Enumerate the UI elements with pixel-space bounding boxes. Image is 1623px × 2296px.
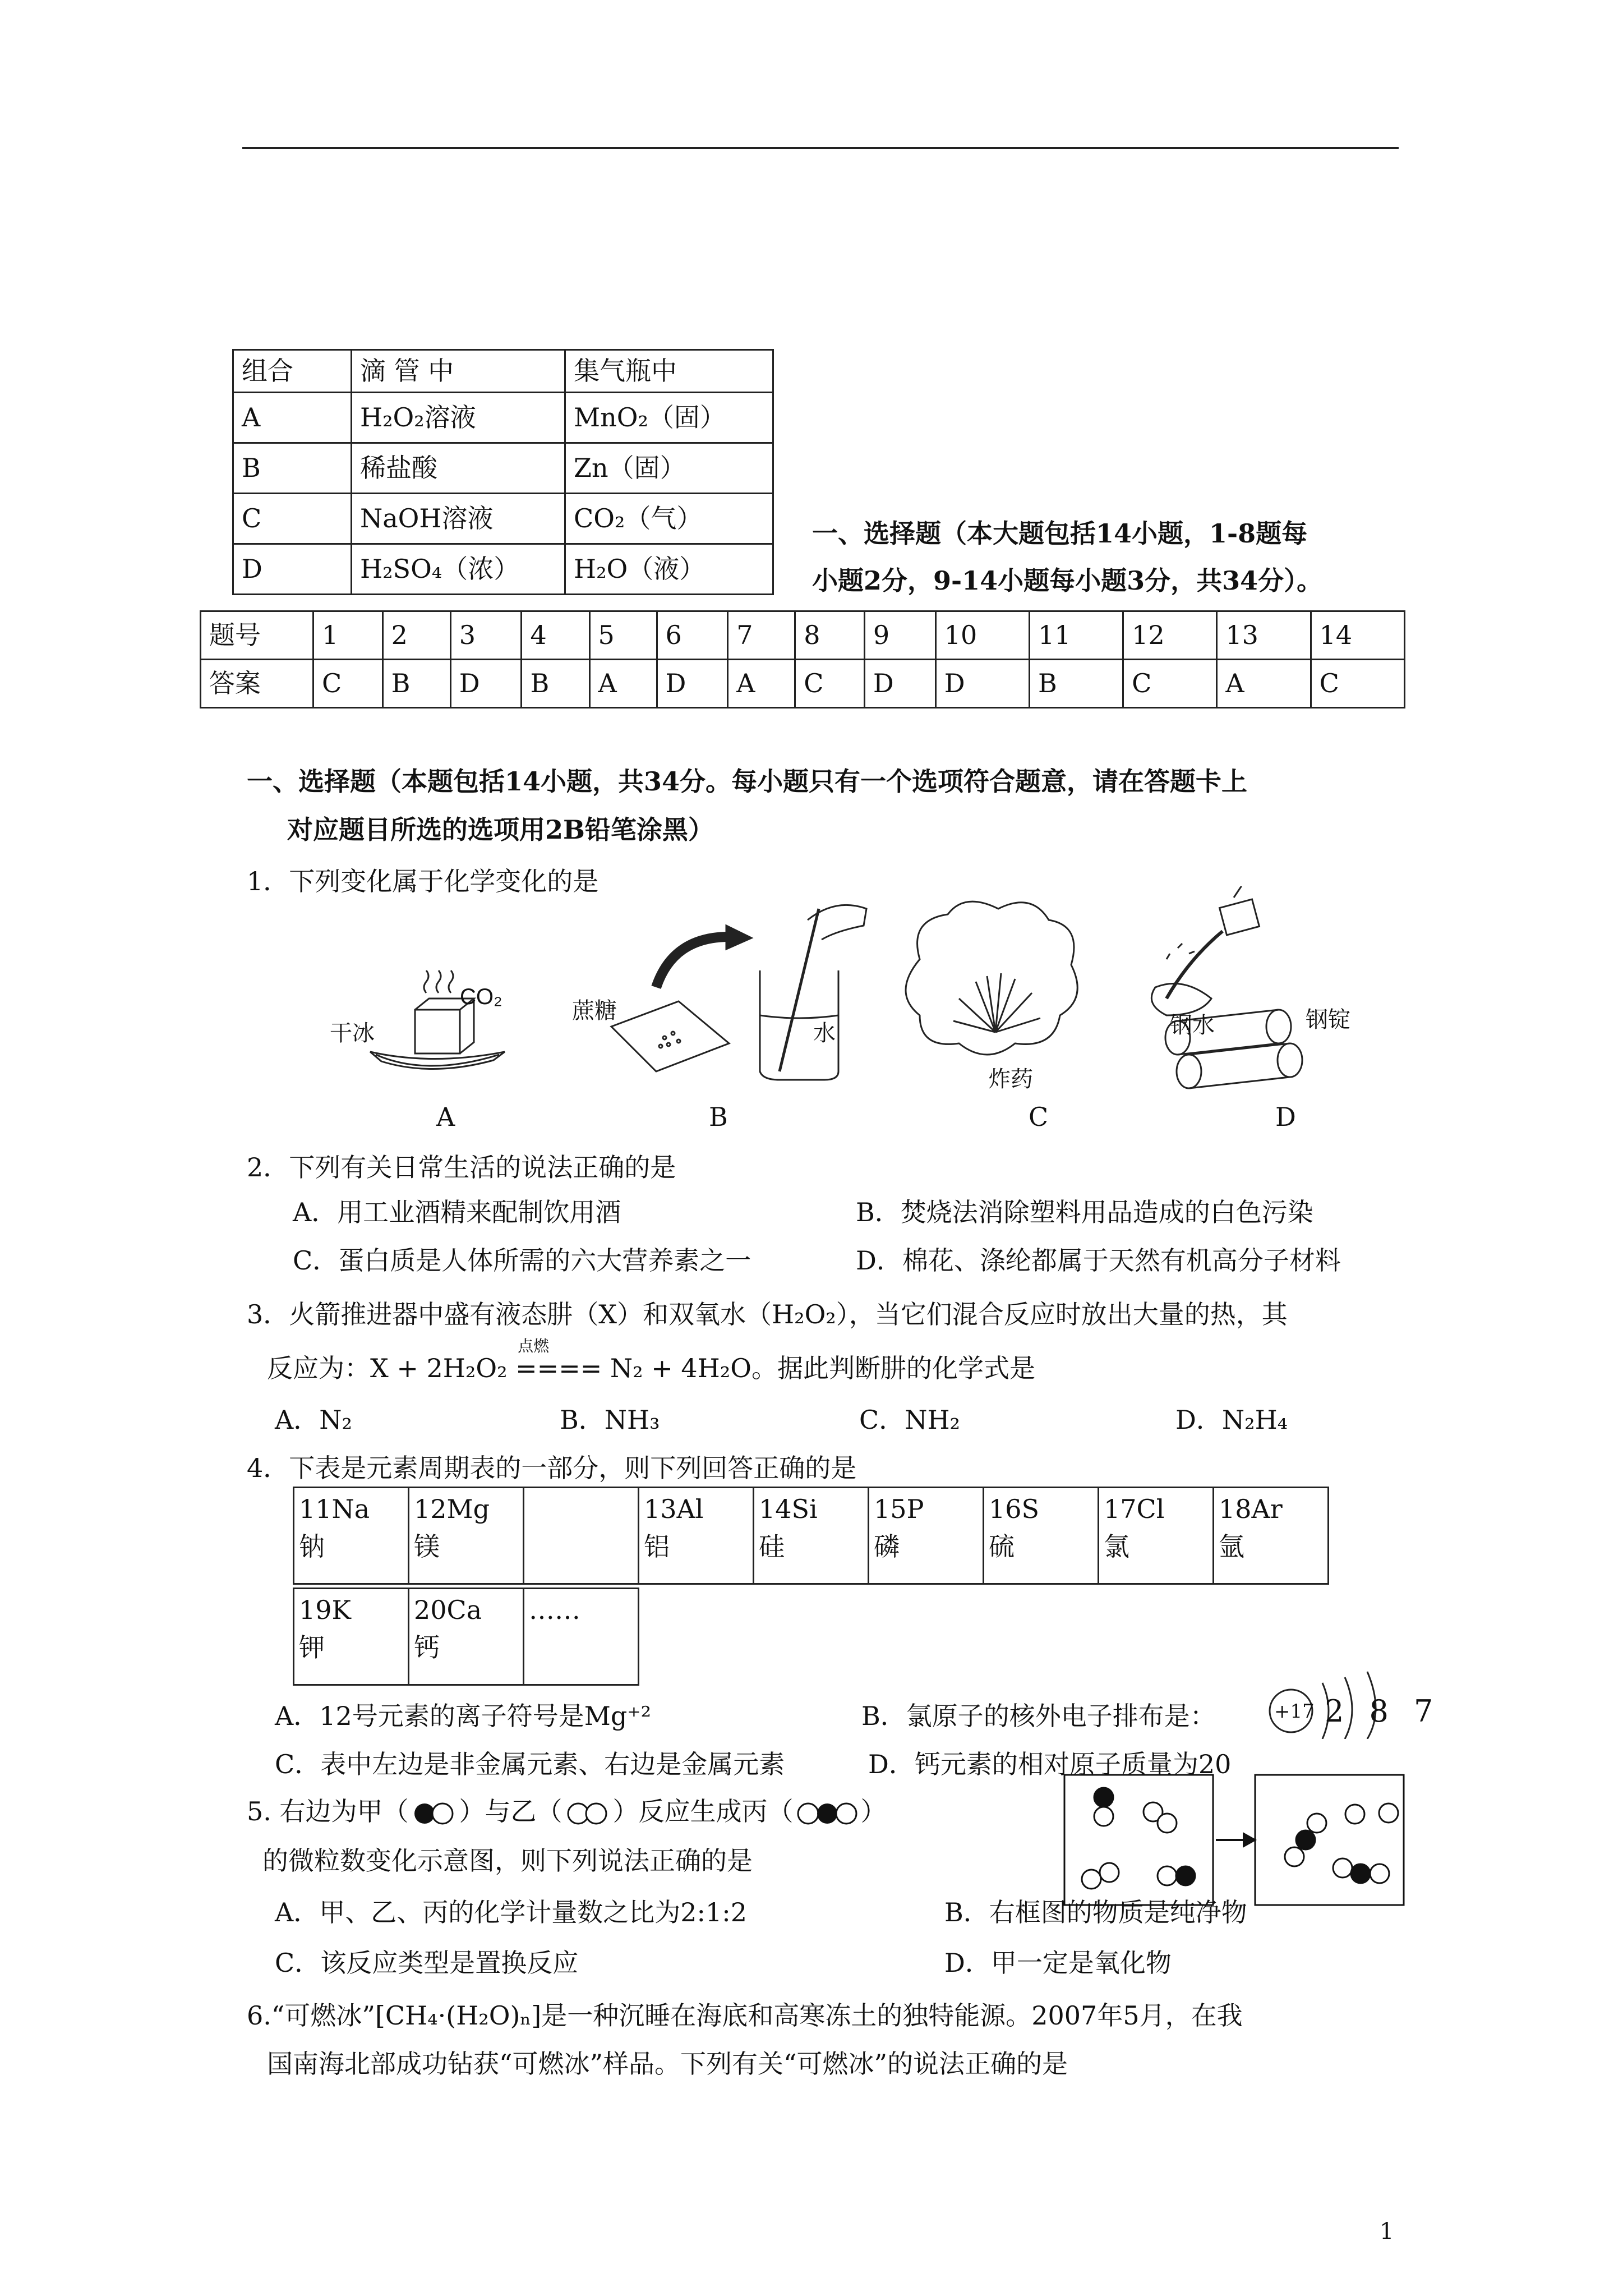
element-name: 磷 xyxy=(874,1531,900,1562)
q3-stem-line1: 3．火箭推进器中盛有液态肼（X）和双氧水（H₂O₂），当它们混合反应时放出大量的热，其 xyxy=(247,1299,1288,1329)
label-sugar: 蔗糖 xyxy=(572,999,617,1023)
answer-number-cell: 6 xyxy=(657,611,728,660)
q5-stem-part-b: ）与乙（ xyxy=(459,1796,562,1826)
answer-value-cell: D xyxy=(450,660,522,708)
element-symbol: 17Cl xyxy=(1104,1494,1165,1524)
q5-stem-part-c: ）反应生成丙（ xyxy=(612,1796,794,1826)
q4-option-b: B．氯原子的核外电子排布是： xyxy=(861,1701,1216,1731)
nucleus-charge: +17 xyxy=(1274,1700,1315,1723)
q6-stem-line2: 国南海北部成功钻获“可燃冰”样品。下列有关“可燃冰”的说法正确的是 xyxy=(267,2049,1068,2079)
q1-option-c: C xyxy=(1029,1102,1049,1132)
element-name: 硫 xyxy=(989,1531,1015,1562)
q3-equals: ==== xyxy=(515,1353,602,1383)
q1-option-b: B xyxy=(709,1102,728,1132)
q1-option-d: D xyxy=(1275,1102,1296,1132)
q5-stem-part-a: 5. 右边为甲（ xyxy=(247,1796,409,1826)
reactant-molecules xyxy=(1082,1788,1195,1889)
answer-number-cell: 3 xyxy=(450,611,522,660)
answer-value-cell: C xyxy=(1311,660,1404,708)
answer-value-cell: B xyxy=(382,660,450,708)
q3-reaction-arrow xyxy=(515,1337,602,1383)
element-name: 铝 xyxy=(644,1531,670,1562)
q5-stem-line1 xyxy=(247,1798,887,1826)
answer-number-cell: 8 xyxy=(795,611,865,660)
element-cell xyxy=(1099,1488,1214,1584)
electron-shell-counts: 2 8 7 xyxy=(1325,1694,1441,1729)
q3-equation-left: 反应为：X + 2H₂O₂ xyxy=(267,1353,516,1383)
element-symbol: 19K xyxy=(299,1595,351,1625)
table-cell: C xyxy=(233,494,352,544)
element-symbol: 16S xyxy=(989,1494,1040,1524)
element-symbol: 20Ca xyxy=(414,1595,482,1625)
apparatus-header: 集气瓶中 xyxy=(565,350,773,393)
element-name: 钠 xyxy=(299,1531,325,1562)
answer-value-cell: D xyxy=(864,660,935,708)
product-box xyxy=(1255,1775,1404,1905)
answer-number-cell: 1 xyxy=(313,611,383,660)
element-name: 钙 xyxy=(414,1632,440,1663)
section-header-1-line1: 一、选择题（本大题包括14小题，1-8题每 xyxy=(812,518,1308,549)
q2-option-a: A．用工业酒精来配制饮用酒 xyxy=(293,1197,621,1227)
q2-stem: 2．下列有关日常生活的说法正确的是 xyxy=(247,1152,676,1182)
answer-value-cell: D xyxy=(657,660,728,708)
element-cell xyxy=(1214,1488,1329,1584)
table-cell: A xyxy=(233,393,352,443)
q5-stem-part-d: ） xyxy=(860,1796,887,1826)
apparatus-header: 滴 管 中 xyxy=(352,350,565,393)
table-cell: H₂O（液） xyxy=(565,544,773,595)
q5-stem-line2: 的微粒数变化示意图，则下列说法正确的是 xyxy=(262,1846,753,1876)
answer-number-cell: 11 xyxy=(1029,611,1123,660)
q4-option-a: A．12号元素的离子符号是Mg⁺² xyxy=(275,1701,652,1731)
q6-stem-line1: 6.“可燃冰”[CH₄·(H₂O)ₙ]是一种沉睡在海底和高寒冻土的独特能源。2007年5月，在我 xyxy=(247,2000,1243,2031)
q1-option-a: A xyxy=(436,1102,455,1132)
q3-equation-right: N₂ + 4H₂O。据此判断肼的化学式是 xyxy=(602,1353,1035,1383)
section-header-1-line2: 小题2分，9-14小题每小题3分，共34分）。 xyxy=(812,565,1323,596)
table-row xyxy=(233,544,773,595)
section-header-2-line1: 一、选择题（本题包括14小题，共34分。每小题只有一个选项符合题意，请在答题卡上 xyxy=(247,766,1248,797)
answer-value-cell: A xyxy=(1217,660,1311,708)
answer-number-cell: 12 xyxy=(1123,611,1217,660)
section-header-2-line2: 对应题目所选的选项用2B铅笔涂黑） xyxy=(287,815,714,845)
answer-value-cell: C xyxy=(1123,660,1217,708)
q2-option-c: C．蛋白质是人体所需的六大营养素之一 xyxy=(293,1245,751,1276)
answer-value-cell: D xyxy=(935,660,1029,708)
q3-stem-line2 xyxy=(267,1337,1035,1383)
table-cell: H₂O₂溶液 xyxy=(352,393,565,443)
answer-table xyxy=(200,610,1405,708)
molecule-bing-icon xyxy=(794,1801,861,1826)
answer-number-cell: 2 xyxy=(382,611,450,660)
reaction-diagram xyxy=(1063,1774,1405,1908)
answer-number-cell: 5 xyxy=(589,611,657,660)
element-symbol: 12Mg xyxy=(414,1494,490,1524)
periodic-table-row-4 xyxy=(293,1588,639,1686)
table-cell: CO₂（气） xyxy=(565,494,773,544)
table-row xyxy=(233,494,773,544)
q3-option-d: D．N₂H₄ xyxy=(1175,1405,1288,1435)
element-cell xyxy=(524,1488,639,1584)
table-cell: D xyxy=(233,544,352,595)
element-symbol: 18Ar xyxy=(1219,1494,1283,1524)
answer-label-answer: 答案 xyxy=(201,660,313,708)
q5-option-b: B．右框图的物质是纯净物 xyxy=(944,1897,1247,1927)
product-molecules xyxy=(1285,1803,1398,1883)
answer-number-cell: 14 xyxy=(1311,611,1404,660)
answer-value-cell: B xyxy=(1029,660,1123,708)
label-dry-ice: 干冰 xyxy=(330,1021,375,1046)
molecule-jia-icon xyxy=(409,1801,459,1826)
q3-option-c: C．NH₂ xyxy=(859,1405,961,1435)
element-cell xyxy=(409,1488,524,1584)
label-water: 水 xyxy=(813,1021,836,1046)
element-name: 钾 xyxy=(299,1632,325,1663)
element-cell xyxy=(869,1488,984,1584)
label-co2: CO₂ xyxy=(460,984,502,1009)
answer-value-cell: A xyxy=(728,660,795,708)
explosive-illustration xyxy=(906,901,1077,1055)
table-cell: B xyxy=(233,443,352,494)
table-row xyxy=(233,443,773,494)
element-name: 镁 xyxy=(414,1531,440,1562)
answer-value-cell: C xyxy=(313,660,383,708)
q2-option-b: B．焚烧法消除塑料用品造成的白色污染 xyxy=(856,1197,1313,1227)
periodic-row-4 xyxy=(294,1589,639,1685)
table-cell: 稀盐酸 xyxy=(352,443,565,494)
table-row xyxy=(233,393,773,443)
steel-casting-illustration xyxy=(1151,886,1302,1088)
table-cell: H₂SO₄（浓） xyxy=(352,544,565,595)
element-cell xyxy=(639,1488,754,1584)
q3-option-b: B．NH₃ xyxy=(560,1405,660,1435)
answer-number-cell: 7 xyxy=(728,611,795,660)
apparatus-header: 组合 xyxy=(233,350,352,393)
label-steel-ingot: 钢锭 xyxy=(1306,1007,1350,1032)
label-explosive: 炸药 xyxy=(988,1067,1033,1092)
element-name: 硅 xyxy=(759,1531,785,1562)
answer-label-number: 题号 xyxy=(201,611,313,660)
q4-stem: 4．下表是元素周期表的一部分，则下列回答正确的是 xyxy=(247,1453,857,1483)
element-cell xyxy=(524,1589,639,1685)
answer-number-cell: 9 xyxy=(864,611,935,660)
element-cell xyxy=(754,1488,869,1584)
table-cell: MnO₂（固） xyxy=(565,393,773,443)
element-symbol: 15P xyxy=(874,1494,924,1524)
element-cell xyxy=(409,1589,524,1685)
q5-option-d: D．甲一定是氧化物 xyxy=(944,1948,1172,1978)
element-cell xyxy=(294,1589,409,1685)
answer-value-cell: B xyxy=(522,660,589,708)
element-name: 氯 xyxy=(1104,1531,1129,1562)
answer-value-row xyxy=(201,660,1405,708)
element-cell xyxy=(294,1488,409,1584)
answer-value-cell: A xyxy=(589,660,657,708)
answer-number-cell: 10 xyxy=(935,611,1029,660)
element-name: 氩 xyxy=(1219,1531,1244,1562)
header-rule xyxy=(242,147,1399,149)
answer-value-cell: C xyxy=(795,660,865,708)
q4-option-c: C．表中左边是非金属元素、右边是金属元素 xyxy=(275,1749,785,1779)
table-cell: Zn（固） xyxy=(565,443,773,494)
q5-option-c: C．该反应类型是置换反应 xyxy=(275,1948,579,1978)
periodic-table xyxy=(293,1487,1329,1585)
element-symbol: 11Na xyxy=(299,1494,370,1524)
element-symbol: 13Al xyxy=(644,1494,704,1524)
q3-condition: 点燃 xyxy=(518,1337,550,1355)
label-molten-steel: 钢水 xyxy=(1170,1013,1215,1038)
q2-option-d: D．棉花、涤纶都属于天然有机高分子材料 xyxy=(856,1245,1341,1276)
element-cell xyxy=(984,1488,1099,1584)
q3-option-a: A．N₂ xyxy=(275,1405,352,1435)
apparatus-table xyxy=(232,349,774,595)
periodic-row-3 xyxy=(294,1488,1329,1584)
answer-number-cell: 4 xyxy=(522,611,589,660)
q1-stem: 1．下列变化属于化学变化的是 xyxy=(247,866,599,896)
page-number: 1 xyxy=(1380,2219,1394,2244)
q5-option-a: A．甲、乙、丙的化学计量数之比为2:1:2 xyxy=(275,1897,748,1927)
answer-number-cell: 13 xyxy=(1217,611,1311,660)
element-symbol: …… xyxy=(529,1595,580,1625)
sugar-dissolve-illustration xyxy=(611,905,866,1080)
answer-number-row xyxy=(201,611,1405,660)
element-symbol: 14Si xyxy=(759,1494,818,1524)
molecule-yi-icon xyxy=(562,1801,613,1826)
table-cell: NaOH溶液 xyxy=(352,494,565,544)
q4-option-d: D．钙元素的相对原子质量为20 xyxy=(868,1749,1232,1779)
